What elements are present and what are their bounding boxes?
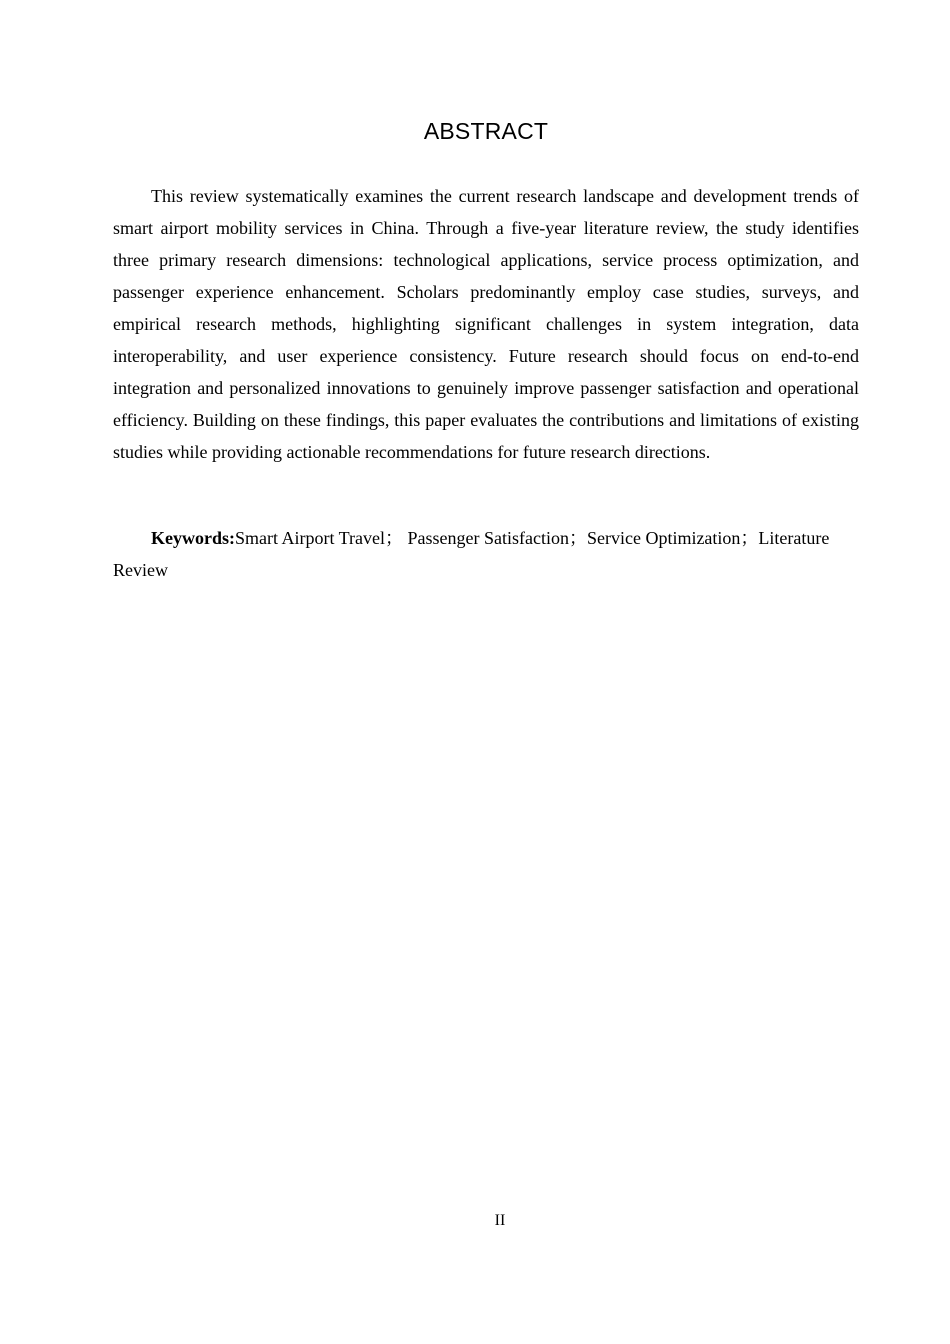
keywords-paragraph	[113, 522, 859, 586]
keywords-list: Smart Airport Travel； Passenger Satisfaction；Service Optimization；Literature Review	[113, 528, 830, 580]
keywords-label: Keywords:	[151, 528, 235, 548]
abstract-paragraph: This review systematically examines the current research landscape and development trends of smart airport mobility services in China. Through a five-year literature review, the study identifies three primary research dimensions: technological applications, service process optimization, and passenger experience enhancement. Scholars predominantly employ case studies, surveys, and empirical research methods, highlighting significant challenges in system integration, data interoperability, and user experience consistency. Future research should focus on end-to-end integration and personalized innovations to genuinely improve passenger satisfaction and operational efficiency. Building on these findings, this paper evaluates the contributions and limitations of existing studies while providing actionable recommendations for future research directions.	[113, 186, 859, 462]
abstract-heading: ABSTRACT	[423, 118, 549, 144]
page-number: II	[494, 1212, 506, 1229]
